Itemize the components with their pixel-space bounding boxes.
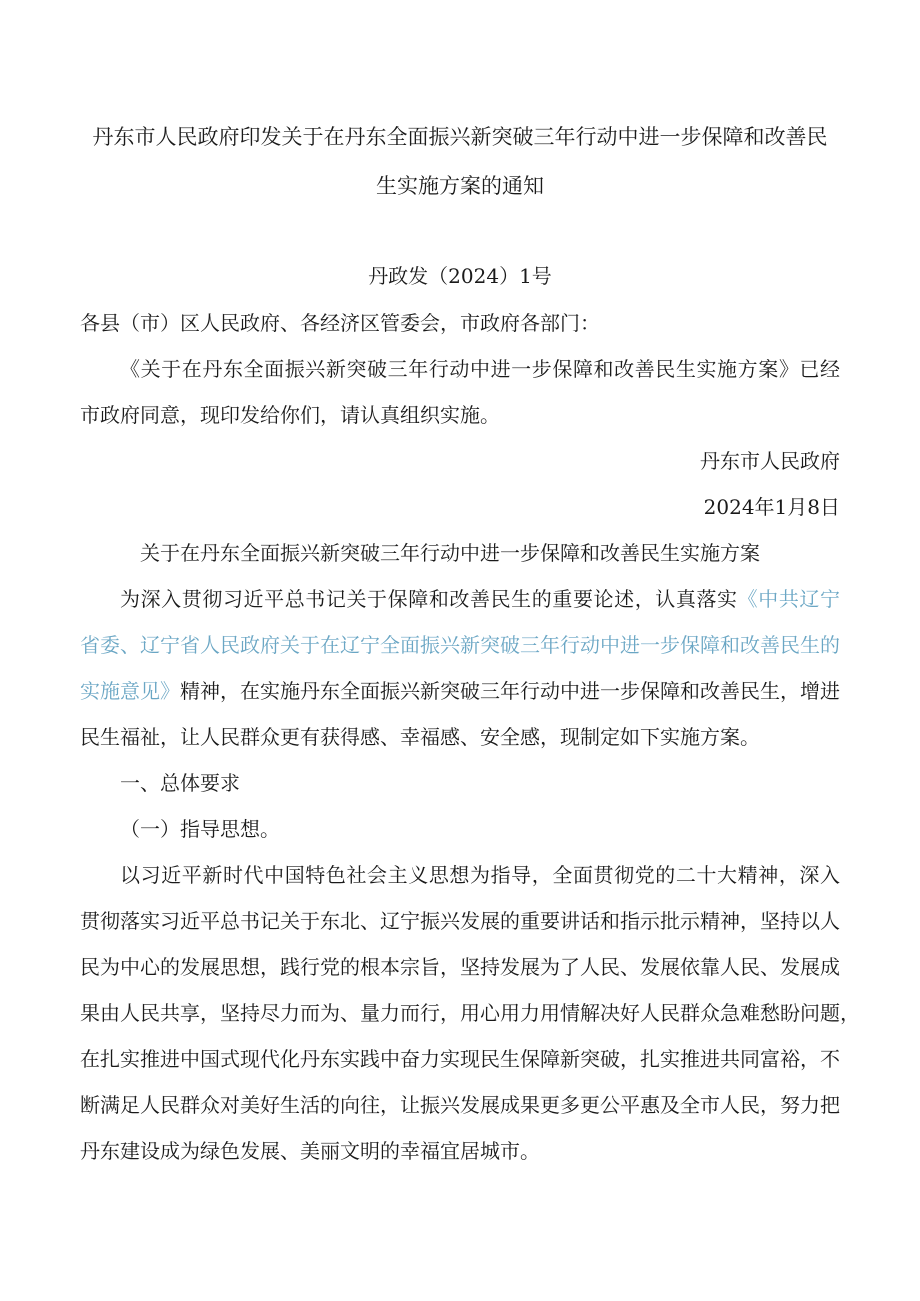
guiding-line: 果由人民共享，坚持尽力而为、量力而行，用心用力用情解决好人民群众急难愁盼问题，	[80, 1001, 860, 1025]
section-heading: 一、总体要求	[120, 771, 240, 795]
guiding-line: 在扎实推进中国式现代化丹东实践中奋力实现民生保障新突破，扎实推进共同富裕，不	[80, 1047, 840, 1071]
addressee: 各县（市）区人民政府、各经济区管委会，市政府各部门：	[80, 311, 600, 335]
guiding-line: 丹东建设成为绿色发展、美丽文明的幸福宜居城市。	[80, 1139, 540, 1163]
guiding-line: 以习近平新时代中国特色社会主义思想为指导，全面贯彻党的二十大精神，深入	[120, 863, 840, 887]
referenced-document-link[interactable]: 省委、辽宁省人民政府关于在辽宁全面振兴新突破三年行动中进一步保障和改善民生的	[80, 633, 840, 657]
guiding-line: 贯彻落实习近平总书记关于东北、辽宁振兴发展的重要讲话和指示批示精神，坚持以人	[80, 909, 840, 933]
referenced-document-link[interactable]: 《中共辽宁	[737, 587, 841, 611]
guiding-line: 民为中心的发展思想，践行党的根本宗旨，坚持发展为了人民、发展依靠人民、发展成	[80, 955, 840, 979]
preamble-text: 精神，在实施丹东全面振兴新突破三年行动中进一步保障和改善民生，增进	[180, 679, 840, 703]
intro-line-1: 《关于在丹东全面振兴新突破三年行动中进一步保障和改善民生实施方案》已经	[120, 357, 840, 381]
intro-line-2: 市政府同意，现印发给你们，请认真组织实施。	[80, 403, 500, 427]
notice-title-line-2: 生实施方案的通知	[376, 174, 544, 198]
preamble-line-3	[80, 678, 840, 704]
preamble-line-1	[80, 586, 840, 612]
subsection-heading: （一）指导思想。	[120, 817, 280, 841]
preamble-text: 为深入贯彻习近平总书记关于保障和改善民生的重要论述，认真落实	[120, 587, 738, 611]
issue-date: 2024年1月8日	[703, 495, 840, 519]
guiding-line: 断满足人民群众对美好生活的向往，让振兴发展成果更多更公平惠及全市人民，努力把	[80, 1093, 840, 1117]
preamble-line-4: 民生福祉，让人民群众更有获得感、幸福感、安全感，现制定如下实施方案。	[80, 725, 760, 749]
document-number: 丹政发（2024）1号	[368, 264, 552, 288]
issuer-signature: 丹东市人民政府	[700, 449, 840, 473]
referenced-document-link[interactable]: 实施意见》	[80, 679, 180, 703]
notice-title-line-1: 丹东市人民政府印发关于在丹东全面振兴新突破三年行动中进一步保障和改善民	[92, 125, 828, 149]
plan-title: 关于在丹东全面振兴新突破三年行动中进一步保障和改善民生实施方案	[140, 541, 760, 565]
